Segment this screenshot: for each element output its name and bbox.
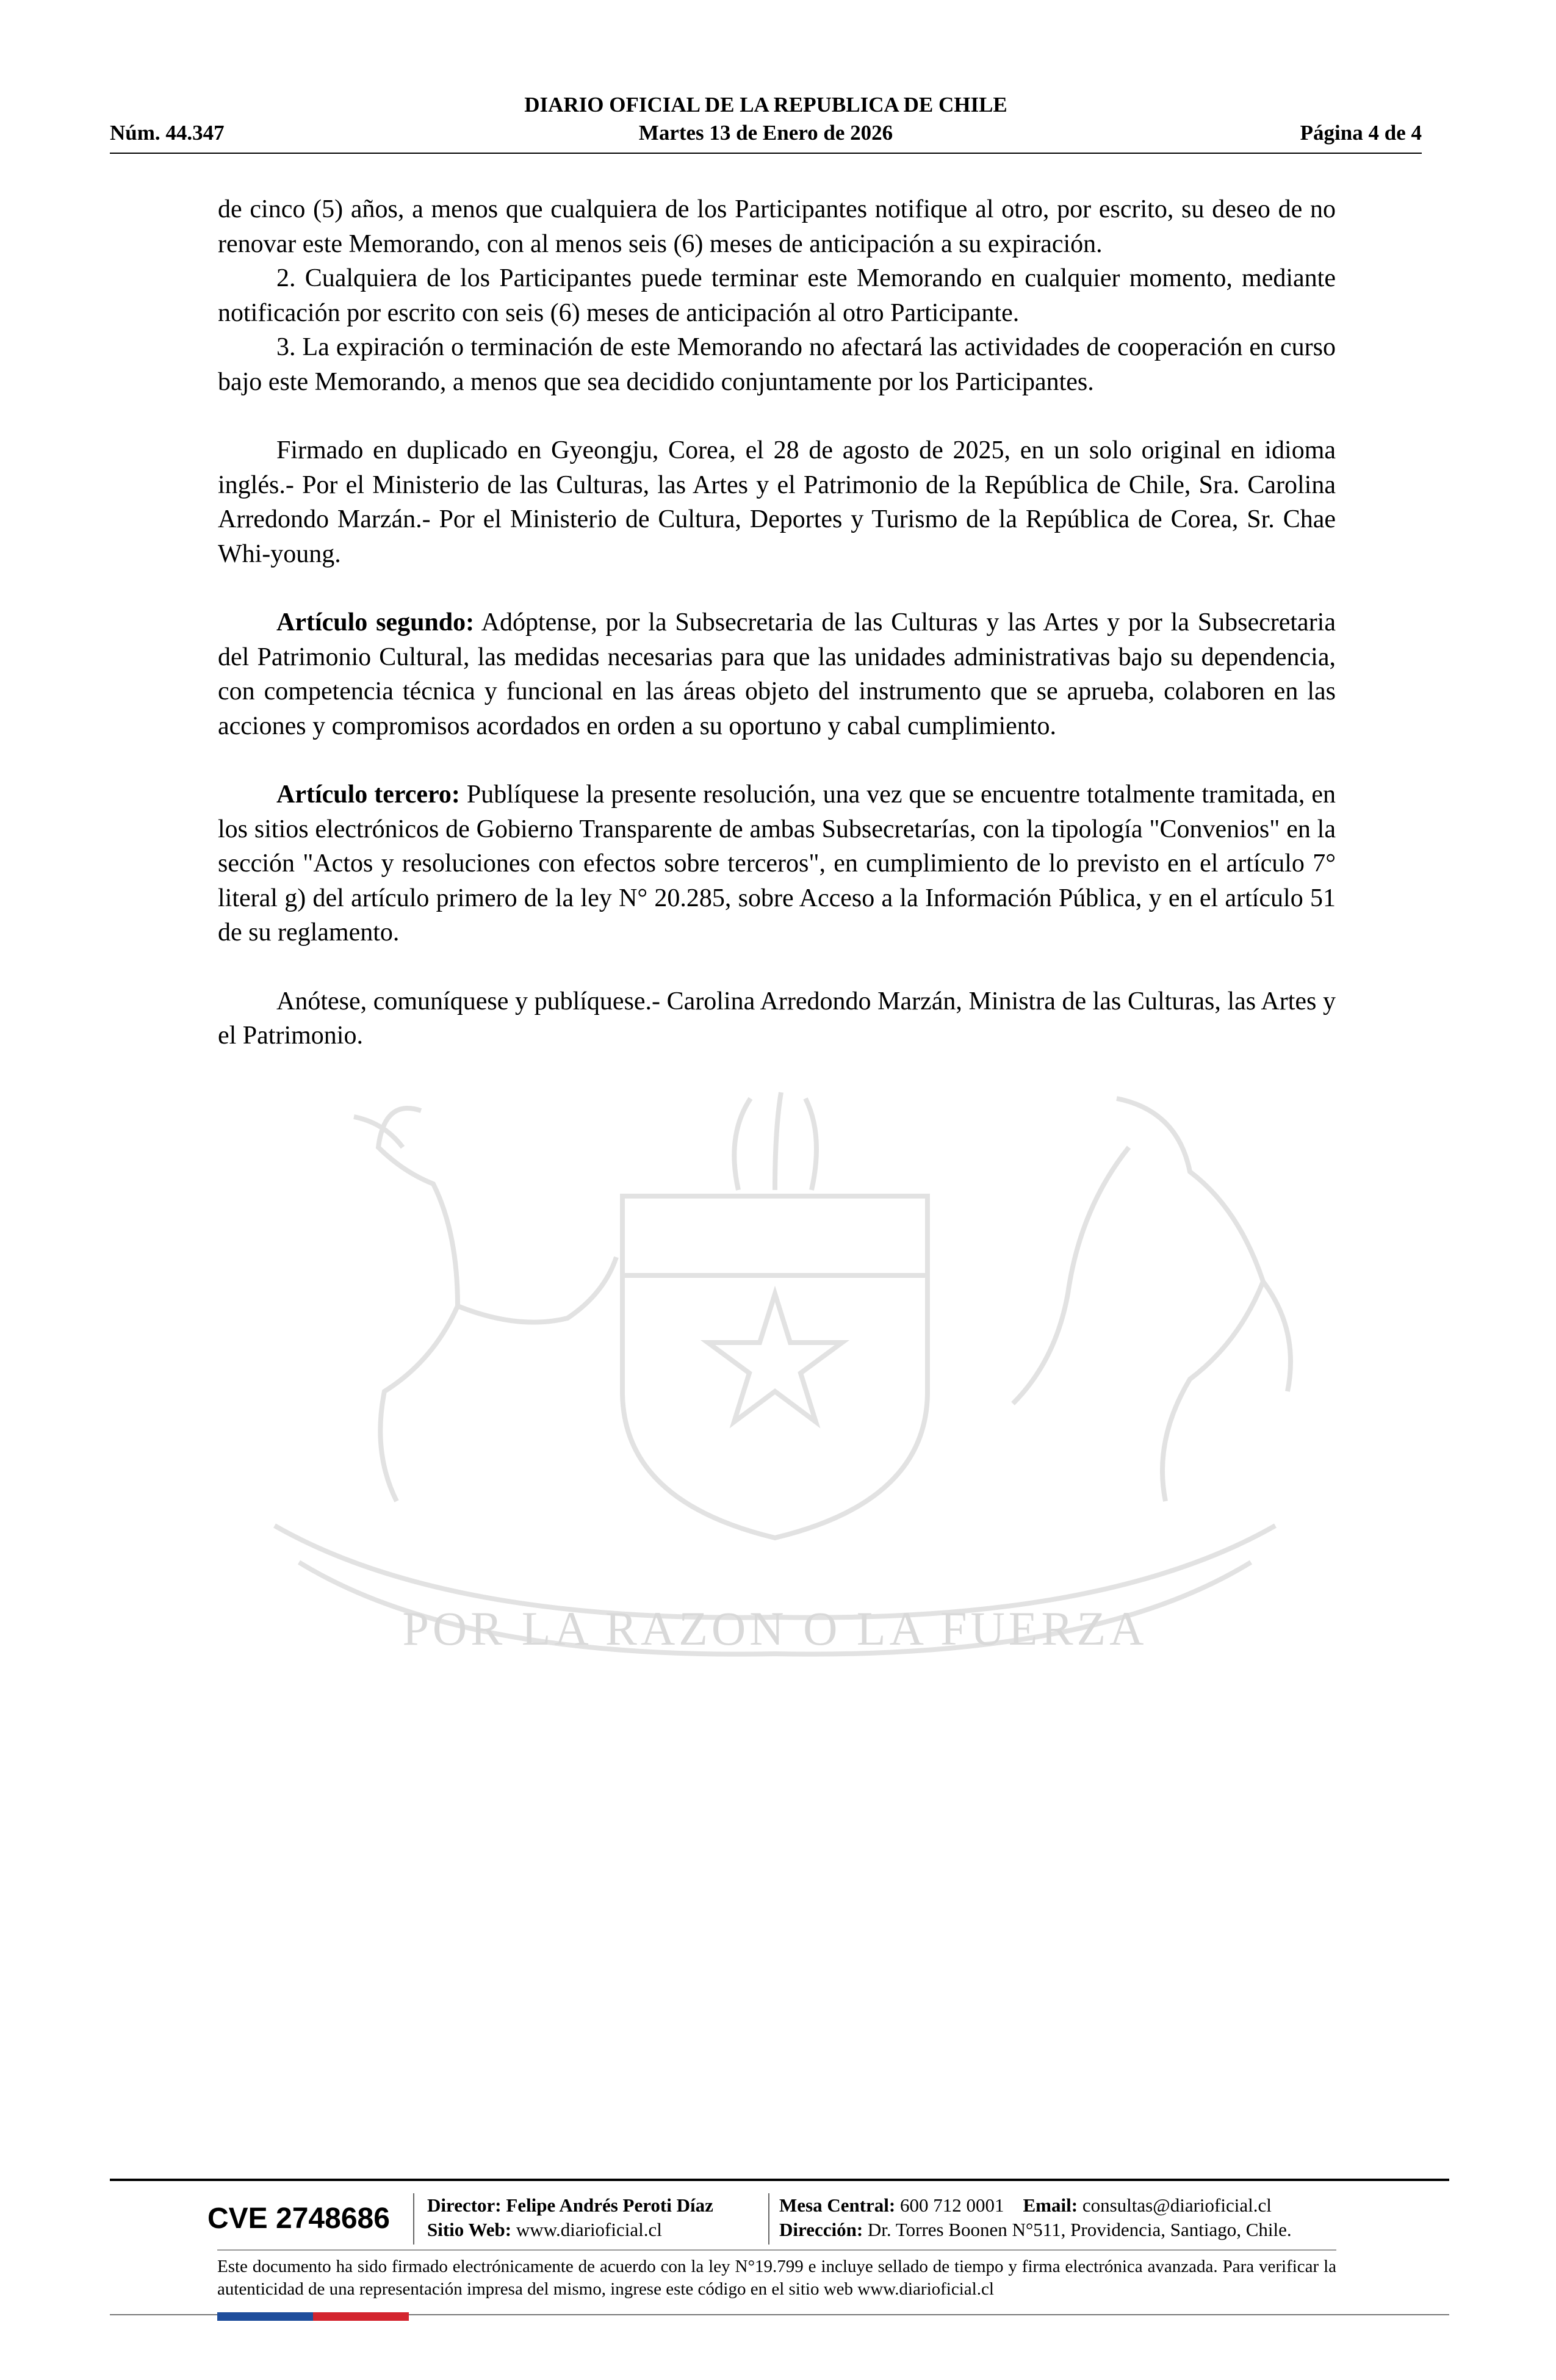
email-link[interactable]: consultas@diarioficial.cl	[1082, 2194, 1272, 2216]
address-value: Dr. Torres Boonen N°511, Providencia, Santiago, Chile.	[867, 2219, 1292, 2240]
footer-separator	[768, 2193, 769, 2245]
address-label: Dirección:	[779, 2219, 863, 2240]
article-third-text: Publíquese la presente resolución, una vez que se encuentre totalmente tramitada, en los sitios electrónicos de Gobierno Transparente de ambas Subsecretarías, con la tipología "Convenios" en la sección "Actos y resoluciones con efectos sobre terceros", en cumplimiento de lo previsto en el artículo 7° literal g) del artículo primero de la ley N° 20.285, sobre Acceso a la Información Pública, y en el artículo 51 de su reglamento.	[218, 781, 1336, 947]
flag-color-bar	[217, 2312, 409, 2321]
phone-number: 600 712 0001	[900, 2194, 1004, 2216]
paragraph-2: 2. Cualquiera de los Participantes puede terminar este Memorando en cualquier momento, mediante notificación por escrito con seis (6) meses de anticipación al otro Participante.	[218, 264, 1336, 327]
website-line	[427, 2218, 713, 2242]
newspaper-title: DIARIO OFICIAL DE LA REPUBLICA DE CHILE	[524, 93, 1007, 117]
website-label: Sitio Web:	[427, 2219, 512, 2240]
article-third-label: Artículo tercero:	[276, 781, 460, 809]
director-label: Director:	[427, 2194, 502, 2216]
footer-separator	[413, 2193, 414, 2245]
issue-date: Martes 13 de Enero de 2026	[638, 121, 893, 145]
page-number: Página 4 de 4	[1300, 121, 1422, 145]
issue-number: Núm. 44.347	[110, 121, 225, 145]
signing-paragraph: Firmado en duplicado en Gyeongju, Corea, el 28 de agosto de 2025, en un solo original en idioma inglés.- Por el Ministerio de las Culturas, las Artes y el Patrimonio de la República de Chile, Sra. Carolina Arredondo Marzán.- Por el Ministerio de Cultura, Deportes y Turismo de la República de Corea, Sr. Chae Whi-young.	[218, 436, 1336, 568]
email-label: Email:	[1023, 2194, 1078, 2216]
address-line	[779, 2218, 1292, 2242]
legal-notice: Este documento ha sido firmado electrónicamente de acuerdo con la ley N°19.799 e incluye sellado de tiempo y firma electrónica avanzada. Para verificar la autenticidad de una representación impresa del mismo, ingrese este código en el sitio web www.diarioficial.cl	[217, 2257, 1336, 2299]
flag-blue-segment	[217, 2312, 313, 2321]
coat-of-arms-watermark	[201, 1074, 1349, 1684]
document-body	[218, 192, 1336, 1053]
paragraph-1: de cinco (5) años, a menos que cualquiera de los Participantes notifique al otro, por escrito, su deseo de no renovar este Memorando, con al menos seis (6) meses de anticipación a su expiración.	[218, 195, 1336, 258]
article-third	[218, 777, 1336, 950]
flag-red-segment	[313, 2312, 409, 2321]
article-second-label: Artículo segundo:	[276, 608, 475, 636]
header-meta-row	[110, 120, 1422, 146]
article-second	[218, 605, 1336, 743]
footer-contact-block	[779, 2193, 1292, 2242]
footer-mid-rule	[217, 2249, 1336, 2251]
page-header	[110, 93, 1422, 159]
director-name: Felipe Andrés Peroti Díaz	[506, 2194, 713, 2216]
article-second-text: Adóptense, por la Subsecretaria de las Culturas y las Artes y por la Subsecretaria del Patrimonio Cultural, las medidas necesarias para que las unidades administrativas bajo su dependencia, con competencia técnica y funcional en las áreas objeto del instrumento que se aprueba, colaboren en las acciones y compromisos acordados en orden a su oportuno y cabal cumplimiento.	[218, 608, 1336, 740]
closing-paragraph: Anótese, comuníquese y publíquese.- Carolina Arredondo Marzán, Ministra de las Culturas, las Artes y el Patrimonio.	[218, 987, 1336, 1050]
footer-top-rule	[110, 2179, 1449, 2181]
header-divider	[110, 153, 1422, 154]
contact-line	[779, 2193, 1292, 2218]
director-line	[427, 2193, 713, 2218]
paragraph-3: 3. La expiración o terminación de este Memorando no afectará las actividades de cooperación en curso bajo este Memorando, a menos que sea decidido conjuntamente por los Participantes.	[218, 333, 1336, 396]
watermark-motto: POR LA RAZON O LA FUERZA	[402, 1602, 1148, 1655]
website-link[interactable]: www.diarioficial.cl	[516, 2219, 662, 2240]
phone-label: Mesa Central:	[779, 2194, 896, 2216]
cve-code: CVE 2748686	[207, 2202, 390, 2235]
page-footer	[110, 2179, 1449, 2331]
footer-director-block	[427, 2193, 713, 2242]
